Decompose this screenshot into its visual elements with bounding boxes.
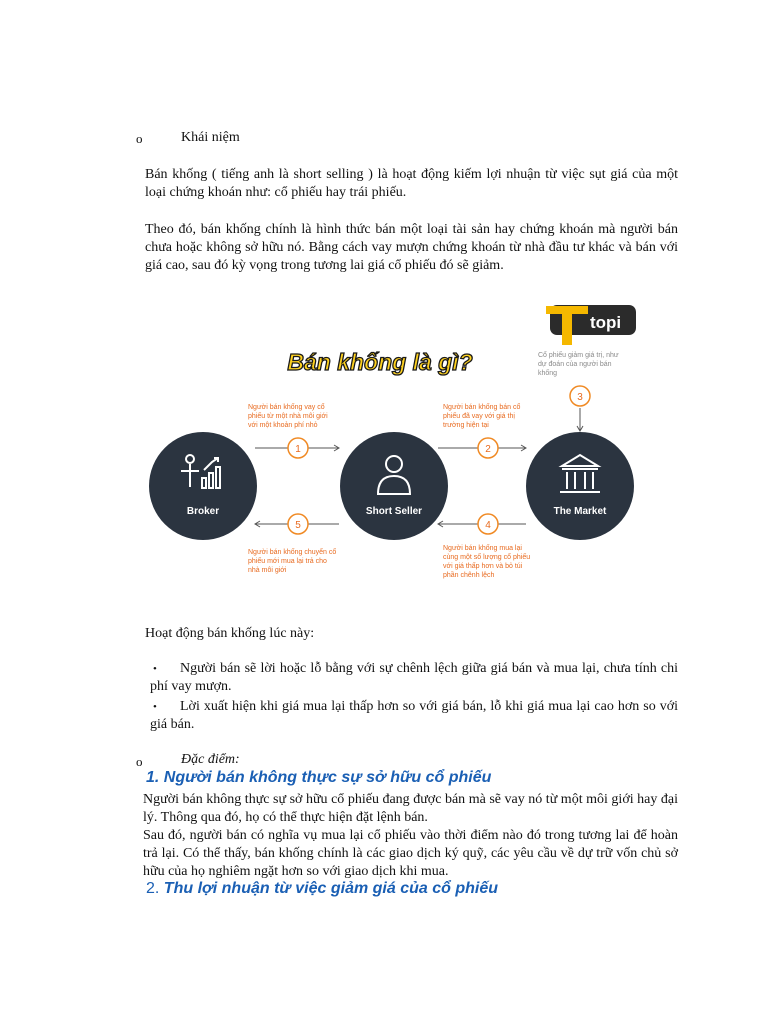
feature-heading-1: 1. Người bán không thực sự sở hữu cổ phiếu (146, 769, 492, 786)
note-step-5: Người bán khống chuyển cổ phiếu mới mua lại trả cho nhà môi giới (248, 549, 337, 574)
feature-1-paragraph-2: Sau đó, người bán có nghĩa vụ mua lại cổ phiếu vào thời điểm nào đó trong tương lai để hoàn trả lại. Có thể thấy, bán khống chính là các giao dịch ký quỹ, các yêu cầu về dự trữ vốn chủ sở hữu của họ nghiêm ngặt hơn so với giao dịch khi mua. (143, 828, 678, 879)
bullet-dot: • (153, 701, 157, 713)
section-heading-concept: Khái niệm (181, 130, 240, 145)
circle-bullet: o (136, 754, 143, 769)
feature-1-paragraph-1: Người bán không thực sự sở hữu cổ phiếu đang được bán mà sẽ vay nó từ một môi giới hay đại lý. Thông qua đó, họ có thể thực hiện đặt lệnh bán. (143, 792, 678, 825)
step-3-badge (570, 386, 590, 406)
paragraph-definition: Bán khống ( tiếng anh là short selling ) là hoạt động kiếm lợi nhuận từ việc sụt giá của một loại chứng khoán như: cổ phiếu hay trái phiếu. (145, 167, 678, 200)
note-step-1: Người bán khống vay cổ phiếu từ một nhà môi giới với một khoản phí nhỏ (248, 404, 328, 429)
svg-text:2: 2 (485, 444, 491, 455)
note-step-4: Người bán khống mua lại cùng một số lượng cổ phiếu với giá thấp hơn và bỏ túi phần chênh lệch (443, 545, 531, 579)
step-2-badge (478, 438, 498, 458)
node-label-short-seller: Short Seller (365, 506, 423, 517)
circle-bullet: o (136, 131, 143, 146)
step-5-badge (288, 514, 308, 534)
node-broker (149, 432, 257, 540)
activity-intro: Hoạt động bán khống lúc này: (145, 626, 315, 641)
svg-text:4: 4 (485, 520, 491, 531)
step-4-badge (478, 514, 498, 534)
note-step-3: Cổ phiếu giảm giá trị, như dự đoán của người bán khống (538, 352, 619, 377)
diagram-title: Bán khống là gì? (287, 349, 473, 375)
section-heading-features: Đặc điểm: (181, 752, 240, 767)
node-label-the-market: The Market (553, 506, 607, 517)
node-short-seller (340, 432, 448, 540)
logo-text: topi (590, 313, 622, 332)
bullet-dot: • (153, 663, 157, 675)
feature-heading-2-number: 2. (146, 880, 160, 897)
paragraph-explanation: Theo đó, bán khống chính là hình thức bán một loại tài sản hay chứng khoán mà người bán chưa hoặc không sở hữu nó. Bằng cách vay mượn chứng khoán từ nhà đầu tư khác và bán với giá cao, sau đó kỳ vọng trong tương lai giá cổ phiếu đó sẽ giảm. (145, 222, 678, 273)
feature-heading-2-text: Thu lợi nhuận từ việc giảm giá của cổ phiếu (163, 880, 499, 897)
node-the-market (526, 432, 634, 540)
bullet-item-profit-loss: Người bán sẽ lời hoặc lỗ bằng với sự chênh lệch giữa giá bán và mua lại, chưa tính chi phí vay mượn. (150, 661, 678, 694)
svg-text:5: 5 (295, 520, 301, 531)
bullet-item-gain-condition: Lời xuất hiện khi giá mua lại thấp hơn so với giá bán, lỗ khi giá mua lại cao hơn so với giá bán. (150, 699, 678, 732)
svg-text:1: 1 (295, 444, 301, 455)
svg-text:3: 3 (577, 392, 583, 403)
step-1-badge (288, 438, 308, 458)
feature-heading-2 (146, 880, 498, 898)
node-label-broker: Broker (186, 506, 220, 517)
topi-logo (546, 305, 636, 345)
short-selling-diagram (148, 290, 648, 590)
note-step-2: Người bán khống bán cổ phiếu đã vay với giá thị trường hiện tại (443, 404, 521, 429)
